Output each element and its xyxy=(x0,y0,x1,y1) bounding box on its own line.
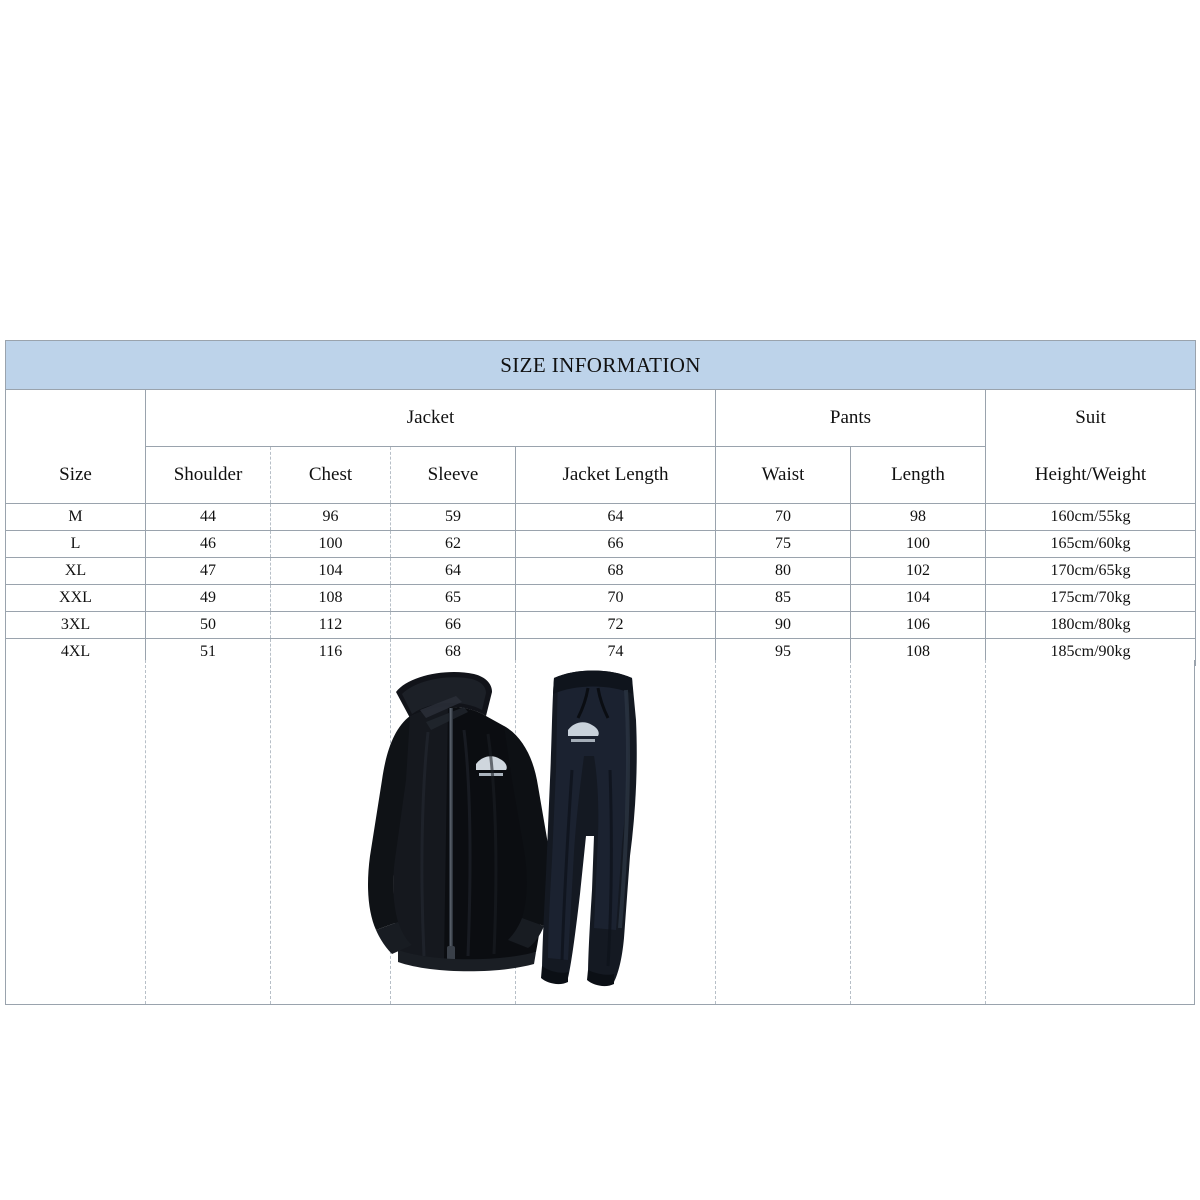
cell-waist: 70 xyxy=(716,504,851,531)
cell-jacket-length: 64 xyxy=(516,504,716,531)
cell-size: M xyxy=(6,504,146,531)
size-information-table xyxy=(5,340,1196,666)
cell-length: 108 xyxy=(851,639,986,666)
cell-height-weight: 180cm/80kg xyxy=(986,612,1196,639)
column-divider-5 xyxy=(715,660,716,1004)
group-header-jacket: Jacket xyxy=(146,390,716,447)
table-row xyxy=(6,558,1196,585)
column-header-length: Length xyxy=(851,447,986,504)
cell-length: 106 xyxy=(851,612,986,639)
cell-sleeve: 59 xyxy=(391,504,516,531)
cell-height-weight: 175cm/70kg xyxy=(986,585,1196,612)
group-header-pants: Pants xyxy=(716,390,986,447)
cell-shoulder: 47 xyxy=(146,558,271,585)
cell-waist: 80 xyxy=(716,558,851,585)
cell-jacket-length: 70 xyxy=(516,585,716,612)
cell-jacket-length: 72 xyxy=(516,612,716,639)
cell-chest: 112 xyxy=(271,612,391,639)
cell-size: 4XL xyxy=(6,639,146,666)
cell-chest: 108 xyxy=(271,585,391,612)
column-header-jacket-length: Jacket Length xyxy=(516,447,716,504)
column-divider-2 xyxy=(270,660,271,1004)
cell-chest: 104 xyxy=(271,558,391,585)
cell-size: 3XL xyxy=(6,612,146,639)
cell-shoulder: 50 xyxy=(146,612,271,639)
cell-shoulder: 51 xyxy=(146,639,271,666)
cell-size: XXL xyxy=(6,585,146,612)
cell-chest: 116 xyxy=(271,639,391,666)
cell-height-weight: 165cm/60kg xyxy=(986,531,1196,558)
table-row xyxy=(6,504,1196,531)
cell-waist: 75 xyxy=(716,531,851,558)
size-table-container xyxy=(5,340,1195,666)
cell-size: L xyxy=(6,531,146,558)
cell-waist: 90 xyxy=(716,612,851,639)
cell-jacket-length: 74 xyxy=(516,639,716,666)
column-header-size: Size xyxy=(6,447,146,504)
cell-chest: 100 xyxy=(271,531,391,558)
column-header-sleeve: Sleeve xyxy=(391,447,516,504)
cell-sleeve: 62 xyxy=(391,531,516,558)
cell-size: XL xyxy=(6,558,146,585)
column-header-row xyxy=(6,447,1196,504)
table-row xyxy=(6,612,1196,639)
cell-length: 104 xyxy=(851,585,986,612)
product-photo-area xyxy=(5,660,1195,1005)
page-title: SIZE INFORMATION xyxy=(6,341,1196,390)
column-header-height-weight: Height/Weight xyxy=(986,447,1196,504)
table-title-row xyxy=(6,341,1196,390)
cell-jacket-length: 66 xyxy=(516,531,716,558)
cell-chest: 96 xyxy=(271,504,391,531)
table-row xyxy=(6,585,1196,612)
cell-height-weight: 185cm/90kg xyxy=(986,639,1196,666)
cell-shoulder: 46 xyxy=(146,531,271,558)
column-header-shoulder: Shoulder xyxy=(146,447,271,504)
group-header-row xyxy=(6,390,1196,447)
table-row xyxy=(6,531,1196,558)
group-header-blank xyxy=(6,390,146,447)
product-photo xyxy=(336,660,696,1000)
column-header-waist: Waist xyxy=(716,447,851,504)
cell-shoulder: 44 xyxy=(146,504,271,531)
cell-sleeve: 65 xyxy=(391,585,516,612)
pants-illustration xyxy=(541,671,637,987)
jacket-illustration xyxy=(368,672,552,971)
cell-length: 102 xyxy=(851,558,986,585)
column-header-chest: Chest xyxy=(271,447,391,504)
cell-waist: 85 xyxy=(716,585,851,612)
cell-length: 100 xyxy=(851,531,986,558)
cell-length: 98 xyxy=(851,504,986,531)
cell-sleeve: 68 xyxy=(391,639,516,666)
column-divider-7 xyxy=(985,660,986,1004)
cell-sleeve: 66 xyxy=(391,612,516,639)
cell-height-weight: 170cm/65kg xyxy=(986,558,1196,585)
group-header-suit: Suit xyxy=(986,390,1196,447)
cell-shoulder: 49 xyxy=(146,585,271,612)
column-divider-6 xyxy=(850,660,851,1004)
cell-jacket-length: 68 xyxy=(516,558,716,585)
cell-height-weight: 160cm/55kg xyxy=(986,504,1196,531)
cell-waist: 95 xyxy=(716,639,851,666)
column-divider-1 xyxy=(145,660,146,1004)
cell-sleeve: 64 xyxy=(391,558,516,585)
